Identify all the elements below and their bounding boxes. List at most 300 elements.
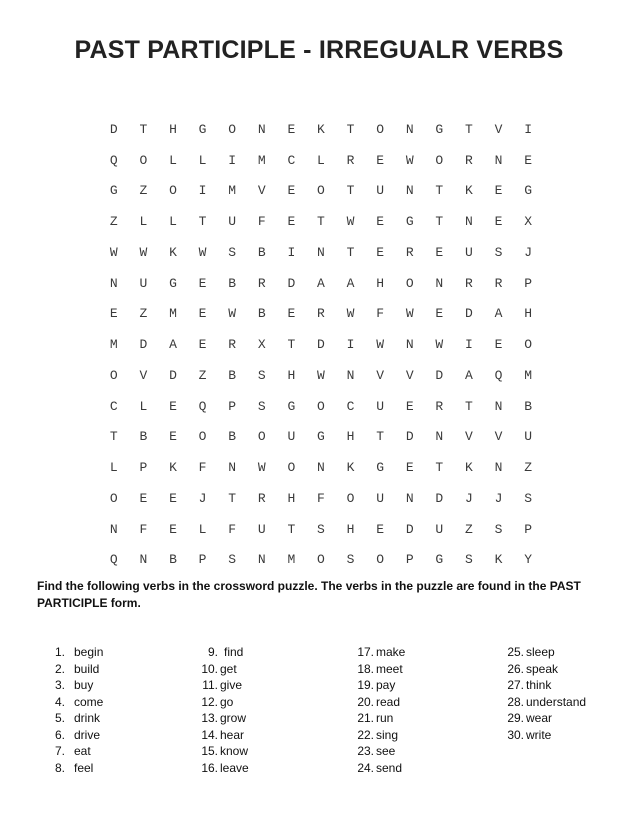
grid-letter: U	[376, 398, 385, 414]
grid-letter: E	[494, 337, 503, 353]
grid-letter: A	[494, 306, 503, 322]
word-text: drive	[74, 727, 101, 742]
grid-letter: T	[346, 121, 355, 137]
word-list-column-1	[40, 644, 180, 776]
grid-letter: L	[198, 152, 207, 168]
grid-letter: N	[405, 183, 414, 199]
grid-letter: E	[169, 490, 177, 506]
grid-letter: G	[317, 429, 325, 445]
grid-letter: C	[346, 398, 355, 414]
grid-letter: T	[346, 244, 355, 260]
grid-letter: U	[228, 214, 237, 230]
grid-letter: O	[169, 183, 177, 199]
grid-letter: P	[198, 552, 207, 568]
grid-letter: E	[405, 460, 414, 476]
grid-letter: N	[405, 490, 414, 506]
grid-letter: K	[169, 460, 177, 476]
grid-letter: M	[524, 367, 533, 383]
grid-letter: R	[257, 490, 266, 506]
grid-letter: T	[228, 490, 237, 506]
grid-letter: H	[346, 521, 355, 537]
grid-letter: D	[169, 367, 177, 383]
word-list-item	[356, 727, 496, 744]
grid-letter: T	[376, 429, 385, 445]
word-text: understand	[526, 694, 587, 709]
grid-letter: W	[405, 306, 414, 322]
grid-letter: O	[228, 121, 237, 137]
word-list-item	[506, 661, 638, 678]
grid-letter: E	[494, 183, 503, 199]
grid-letter: S	[524, 490, 533, 506]
grid-letter: G	[169, 275, 177, 291]
grid-letter: O	[139, 152, 148, 168]
word-number: 12.	[201, 694, 218, 709]
word-text: buy	[74, 678, 94, 692]
grid-letter: U	[257, 521, 266, 537]
grid-letter: S	[494, 521, 503, 537]
grid-letter: L	[317, 152, 325, 168]
grid-letter: G	[435, 552, 444, 568]
word-list-column-3	[356, 644, 496, 776]
grid-letter: W	[228, 306, 237, 322]
grid-letter: E	[435, 306, 444, 322]
word-number: 29.	[507, 711, 524, 725]
grid-letter: O	[287, 460, 296, 476]
grid-letter: S	[346, 552, 355, 568]
grid-letter: B	[524, 398, 533, 414]
word-list-item	[200, 644, 340, 661]
grid-letter: S	[494, 244, 503, 260]
grid-letter: W	[405, 152, 414, 168]
grid-letter: W	[257, 460, 266, 476]
word-number: 14.	[201, 727, 218, 742]
word-number: 15.	[201, 744, 218, 758]
word-text: begin	[74, 645, 104, 659]
grid-letter: W	[346, 214, 355, 230]
grid-letter: T	[465, 121, 473, 137]
grid-letter: R	[465, 152, 473, 168]
grid-letter: N	[257, 552, 266, 568]
grid-letter: V	[405, 367, 414, 383]
grid-letter: T	[109, 429, 118, 445]
grid-letter: L	[139, 214, 148, 230]
word-list-column-2	[200, 644, 340, 776]
word-number: 28.	[507, 694, 524, 709]
grid-letter: M	[228, 183, 237, 199]
grid-letter: V	[139, 367, 148, 383]
word-text: read	[376, 694, 401, 709]
grid-letter: R	[228, 337, 237, 353]
grid-letter: T	[198, 214, 207, 230]
grid-letter: T	[287, 521, 296, 537]
word-number: 25.	[507, 645, 524, 659]
grid-letter: R	[257, 275, 266, 291]
grid-letter: O	[405, 275, 414, 291]
word-list-item	[40, 710, 180, 727]
grid-letter: I	[228, 152, 237, 168]
grid-letter: O	[317, 398, 325, 414]
grid-letter: U	[465, 244, 473, 260]
grid-letter: K	[494, 552, 503, 568]
grid-letter: U	[376, 183, 385, 199]
grid-letter: E	[287, 214, 296, 230]
grid-letter: E	[198, 275, 207, 291]
word-text: know	[220, 744, 249, 758]
grid-letter: C	[287, 152, 296, 168]
word-list-item	[40, 644, 180, 661]
grid-letter: J	[494, 490, 503, 506]
grid-letter: S	[257, 367, 266, 383]
grid-letter: N	[109, 521, 118, 537]
grid-letter: H	[376, 275, 385, 291]
grid-letter: A	[465, 367, 473, 383]
word-text: write	[526, 727, 552, 742]
grid-letter: K	[346, 460, 355, 476]
grid-letter: N	[435, 275, 444, 291]
word-text: drink	[74, 711, 101, 725]
word-number: 7.	[54, 744, 65, 758]
grid-letter: Z	[109, 214, 118, 230]
grid-letter: Z	[139, 306, 148, 322]
word-number: 3.	[54, 678, 65, 692]
grid-letter: H	[287, 490, 296, 506]
grid-letter: N	[494, 152, 503, 168]
grid-letter: F	[376, 306, 385, 322]
grid-letter: W	[376, 337, 385, 353]
grid-letter: M	[287, 552, 296, 568]
grid-letter: I	[465, 337, 473, 353]
word-text: think	[526, 678, 552, 692]
grid-letter: W	[198, 244, 207, 260]
grid-letter: E	[524, 152, 533, 168]
grid-letter: E	[287, 306, 296, 322]
word-list-item	[200, 743, 340, 760]
word-text: eat	[74, 744, 91, 758]
word-list-item	[200, 677, 340, 694]
word-list-item	[200, 710, 340, 727]
grid-letter: K	[465, 460, 473, 476]
word-text: wear	[526, 711, 553, 725]
word-list-item	[40, 743, 180, 760]
instructions: Find the following verbs in the crossword puzzle. The verbs in the puzzle are found in the PAST PARTICIPLE form.	[37, 579, 581, 610]
grid-letter: A	[317, 275, 325, 291]
grid-letter: T	[346, 183, 355, 199]
grid-letter: O	[346, 490, 355, 506]
grid-letter: T	[317, 214, 325, 230]
grid-letter: S	[228, 552, 237, 568]
word-number: 20.	[357, 694, 374, 709]
word-number: 21.	[357, 711, 374, 725]
grid-letter: D	[405, 521, 414, 537]
word-number: 5.	[54, 711, 65, 725]
grid-letter: B	[169, 552, 177, 568]
grid-letter: I	[346, 337, 355, 353]
grid-letter: Y	[524, 552, 533, 568]
grid-letter: R	[317, 306, 325, 322]
word-list-item	[356, 644, 496, 661]
grid-letter: N	[139, 552, 148, 568]
word-text: speak	[526, 661, 559, 676]
word-text: sleep	[526, 645, 555, 659]
grid-letter: H	[169, 121, 177, 137]
word-text: give	[220, 678, 243, 692]
word-text: feel	[74, 760, 94, 775]
grid-letter: E	[169, 398, 177, 414]
word-number: 16.	[201, 760, 218, 775]
grid-letter: B	[228, 429, 237, 445]
grid-letter: E	[169, 429, 177, 445]
grid-letter: G	[376, 460, 385, 476]
grid-letter: E	[198, 337, 207, 353]
grid-letter: U	[524, 429, 533, 445]
grid-letter: L	[109, 460, 118, 476]
grid-letter: R	[435, 398, 444, 414]
word-list-item	[506, 727, 638, 744]
grid-letter: R	[465, 275, 473, 291]
grid-letter: N	[228, 460, 237, 476]
grid-letter: J	[198, 490, 207, 506]
grid-letter: D	[109, 121, 118, 137]
grid-letter: I	[287, 244, 296, 260]
word-list-item	[40, 661, 180, 678]
word-list-item	[200, 760, 340, 777]
grid-letter: V	[465, 429, 473, 445]
grid-letter: N	[494, 460, 503, 476]
grid-letter: C	[109, 398, 118, 414]
grid-letter: T	[435, 183, 444, 199]
grid-letter: R	[494, 275, 503, 291]
word-list-item	[356, 677, 496, 694]
grid-letter: F	[317, 490, 325, 506]
grid-letter: W	[346, 306, 355, 322]
word-number: 6.	[54, 727, 65, 742]
grid-letter: E	[376, 244, 385, 260]
grid-letter: O	[109, 490, 118, 506]
grid-letter: E	[435, 244, 444, 260]
grid-letter: D	[465, 306, 473, 322]
grid-letter: K	[169, 244, 177, 260]
word-number: 9.	[207, 645, 218, 659]
word-number: 1.	[54, 645, 65, 659]
grid-letter: A	[169, 337, 177, 353]
grid-letter: F	[228, 521, 237, 537]
word-number: 23.	[357, 744, 374, 758]
grid-letter: N	[109, 275, 118, 291]
grid-letter: O	[317, 183, 325, 199]
grid-letter: X	[257, 337, 266, 353]
grid-letter: Q	[109, 152, 118, 168]
grid-letter: R	[346, 152, 355, 168]
word-list-item	[356, 743, 496, 760]
word-text: make	[376, 645, 406, 659]
word-number: 13.	[201, 711, 218, 725]
word-list-item	[200, 694, 340, 711]
word-list-item	[200, 727, 340, 744]
word-number: 30.	[507, 727, 524, 742]
grid-letter: O	[257, 429, 266, 445]
grid-letter: D	[139, 337, 148, 353]
grid-letter: G	[435, 121, 444, 137]
word-text: go	[220, 694, 234, 709]
word-list-item	[40, 694, 180, 711]
grid-letter: B	[257, 306, 266, 322]
grid-letter: N	[405, 121, 414, 137]
grid-letter: U	[435, 521, 444, 537]
grid-letter: T	[435, 214, 444, 230]
grid-letter: E	[109, 306, 118, 322]
grid-letter: T	[287, 337, 296, 353]
word-number: 8.	[54, 760, 65, 775]
grid-letter: Z	[198, 367, 207, 383]
grid-letter: Q	[109, 552, 118, 568]
word-text: pay	[376, 678, 396, 692]
grid-letter: N	[435, 429, 444, 445]
grid-letter: K	[465, 183, 473, 199]
grid-letter: E	[287, 183, 296, 199]
grid-letter: Q	[198, 398, 207, 414]
word-list-item	[200, 661, 340, 678]
word-text: see	[376, 744, 396, 758]
word-text: get	[220, 661, 237, 676]
grid-letter: N	[405, 337, 414, 353]
grid-letter: S	[317, 521, 325, 537]
word-text: leave	[220, 760, 249, 775]
grid-letter: E	[376, 214, 385, 230]
grid-letter: I	[198, 183, 207, 199]
grid-letter: D	[435, 367, 444, 383]
grid-letter: B	[228, 367, 237, 383]
word-number: 17.	[357, 645, 374, 659]
grid-letter: M	[257, 152, 266, 168]
page-title: PAST PARTICIPLE - IRREGUALR VERBS	[74, 36, 564, 64]
grid-letter: D	[435, 490, 444, 506]
grid-letter: Q	[494, 367, 503, 383]
word-list-item	[506, 644, 638, 661]
grid-letter: J	[465, 490, 473, 506]
grid-letter: P	[524, 275, 533, 291]
grid-letter: P	[405, 552, 414, 568]
word-number: 2.	[54, 661, 65, 676]
word-list-item	[40, 677, 180, 694]
word-list-item	[506, 710, 638, 727]
grid-letter: O	[376, 121, 385, 137]
grid-letter: F	[257, 214, 266, 230]
grid-letter: N	[317, 244, 325, 260]
grid-letter: G	[524, 183, 533, 199]
grid-letter: W	[317, 367, 325, 383]
grid-letter: T	[435, 460, 444, 476]
grid-letter: O	[317, 552, 325, 568]
grid-letter: E	[376, 521, 385, 537]
grid-letter: I	[524, 121, 533, 137]
grid-letter: V	[257, 183, 266, 199]
grid-letter: W	[435, 337, 444, 353]
grid-letter: H	[524, 306, 533, 322]
grid-letter: L	[169, 152, 177, 168]
grid-letter: R	[405, 244, 414, 260]
grid-letter: E	[169, 521, 177, 537]
grid-letter: V	[494, 121, 503, 137]
grid-letter: D	[405, 429, 414, 445]
word-text: run	[376, 711, 394, 725]
grid-letter: W	[109, 244, 118, 260]
grid-letter: E	[198, 306, 207, 322]
grid-letter: G	[109, 183, 118, 199]
word-list-item	[506, 694, 638, 711]
word-number: 24.	[357, 760, 374, 775]
word-number: 10.	[201, 661, 218, 676]
word-text: send	[376, 760, 403, 775]
grid-letter: O	[435, 152, 444, 168]
grid-letter: N	[317, 460, 325, 476]
word-text: find	[224, 645, 244, 659]
grid-letter: O	[198, 429, 207, 445]
grid-letter: P	[228, 398, 237, 414]
grid-letter: E	[376, 152, 385, 168]
grid-letter: X	[524, 214, 533, 230]
grid-letter: E	[494, 214, 503, 230]
grid-letter: B	[257, 244, 266, 260]
grid-letter: T	[139, 121, 148, 137]
grid-letter: G	[287, 398, 296, 414]
word-number: 22.	[357, 727, 374, 742]
grid-letter: N	[257, 121, 266, 137]
grid-letter: S	[257, 398, 266, 414]
word-number: 19.	[357, 678, 374, 692]
word-text: build	[74, 661, 100, 676]
word-text: come	[74, 694, 104, 709]
word-number: 4.	[54, 694, 65, 709]
grid-letter: F	[139, 521, 148, 537]
word-list-item	[506, 677, 638, 694]
grid-letter: V	[494, 429, 503, 445]
word-list-item	[356, 694, 496, 711]
word-text: hear	[220, 727, 245, 742]
word-search-grid	[99, 114, 543, 575]
word-list-item	[40, 760, 180, 777]
word-number: 27.	[507, 678, 524, 692]
word-list-item	[356, 710, 496, 727]
grid-letter: J	[524, 244, 533, 260]
grid-letter: T	[465, 398, 473, 414]
grid-letter: D	[317, 337, 325, 353]
grid-letter: K	[317, 121, 325, 137]
word-text: grow	[220, 711, 247, 725]
grid-letter: D	[287, 275, 296, 291]
grid-letter: S	[465, 552, 473, 568]
grid-letter: N	[494, 398, 503, 414]
grid-letter: U	[139, 275, 148, 291]
grid-letter: P	[524, 521, 533, 537]
grid-letter: S	[228, 244, 237, 260]
grid-letter: E	[139, 490, 148, 506]
grid-letter: B	[139, 429, 148, 445]
grid-letter: F	[198, 460, 207, 476]
grid-letter: M	[169, 306, 177, 322]
grid-letter: N	[465, 214, 473, 230]
grid-letter: E	[405, 398, 414, 414]
grid-letter: N	[346, 367, 355, 383]
grid-letter: Z	[139, 183, 148, 199]
word-list-column-4	[506, 644, 638, 743]
grid-letter: H	[287, 367, 296, 383]
word-list-item	[40, 727, 180, 744]
grid-letter: L	[139, 398, 148, 414]
grid-letter: L	[169, 214, 177, 230]
grid-letter: G	[198, 121, 207, 137]
grid-letter: Z	[524, 460, 533, 476]
grid-letter: V	[376, 367, 385, 383]
